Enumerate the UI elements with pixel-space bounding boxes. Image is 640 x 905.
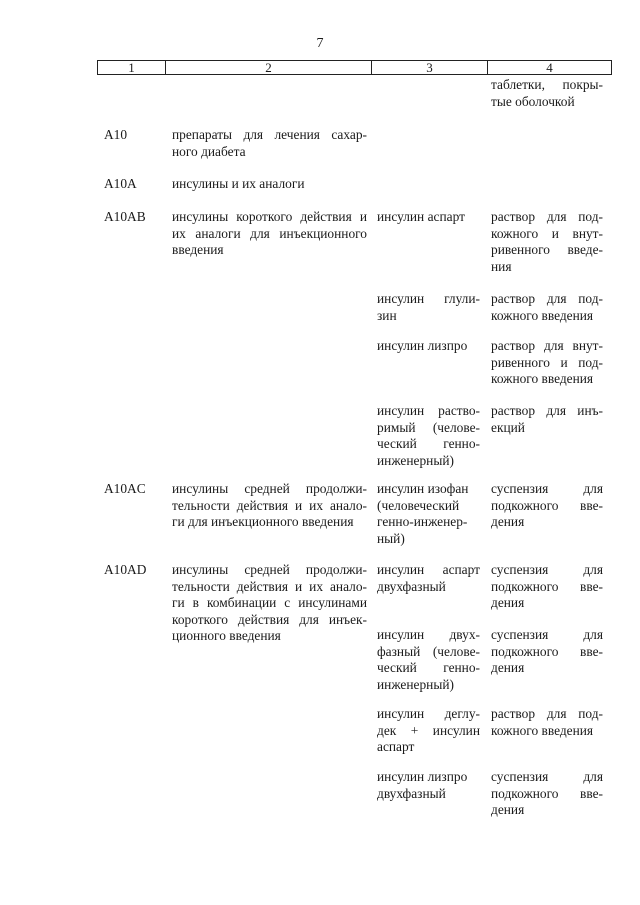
drug-line: инсулин лизпро <box>377 338 468 353</box>
form-line: ния <box>491 258 512 274</box>
column-header-row <box>97 60 612 75</box>
drug-line: генно-инженер- <box>377 514 468 530</box>
atc-code: A10AD <box>104 562 147 577</box>
drug-line: инсулин двух- <box>377 627 480 642</box>
form-line: подкожного вве- <box>491 578 603 594</box>
form-line: раствор для под- <box>491 291 603 306</box>
form-line: кожного и внут- <box>491 225 603 241</box>
desc-line: инсулины средней продолжи- <box>172 562 367 577</box>
form-line: раствор для инъ- <box>491 403 603 418</box>
desc-line: инсулины средней продолжи- <box>172 481 367 496</box>
desc-line: инсулины короткого действия и <box>172 209 367 224</box>
drug-line: инсулин раство- <box>377 403 480 418</box>
form-line: кожного введения <box>491 722 594 738</box>
drug-name <box>377 403 480 469</box>
atc-code: A10AC <box>104 481 146 496</box>
dosage-form <box>491 481 603 531</box>
desc-line: короткого действия для инъек- <box>172 611 367 627</box>
dosage-form <box>491 627 603 677</box>
form-line: подкожного вве- <box>491 497 603 513</box>
form-line: ривенного введе- <box>491 242 603 258</box>
form-line: дения <box>491 660 525 676</box>
form-line: раствор для внут- <box>491 338 603 353</box>
drug-line: аспарт <box>377 739 415 755</box>
group-description <box>172 481 367 531</box>
drug-name <box>377 338 480 355</box>
drug-line: ческий генно- <box>377 660 480 676</box>
desc-line: инсулины и их аналоги <box>172 176 305 191</box>
drug-name <box>377 562 480 595</box>
drug-line: ный) <box>377 530 405 546</box>
form-line: раствор для под- <box>491 209 603 224</box>
drug-line: двухфазный <box>377 785 446 801</box>
dosage-form <box>491 706 603 739</box>
column-header-2: 2 <box>166 61 372 75</box>
desc-line: тельности действия и их анало- <box>172 578 367 594</box>
group-description <box>172 176 367 193</box>
form-line: таблетки, покры- <box>491 77 603 92</box>
form-line: кожного введения <box>491 307 594 323</box>
drug-line: инсулин лизпро <box>377 769 468 784</box>
drug-line: инсулин изофан <box>377 481 469 496</box>
drug-name <box>377 706 480 756</box>
drug-line: дек + инсулин <box>377 722 480 738</box>
column-header-3: 3 <box>372 61 488 75</box>
drug-line: римый (челове- <box>377 419 480 435</box>
desc-line: ционного введения <box>172 628 281 644</box>
desc-line: ного диабета <box>172 143 246 159</box>
column-header-4: 4 <box>488 61 612 75</box>
drug-line: инсулин аспарт <box>377 562 480 577</box>
drug-name <box>377 627 480 693</box>
form-line: суспензия для <box>491 627 603 642</box>
form-line: екций <box>491 419 525 435</box>
drug-name <box>377 769 480 802</box>
drug-line: двухфазный <box>377 578 446 594</box>
drug-line: ческий генно- <box>377 436 480 452</box>
group-description <box>172 562 367 645</box>
desc-line: ги в комбинации с инсулинами <box>172 595 367 611</box>
desc-line: препараты для лечения сахар- <box>172 127 367 142</box>
group-description <box>172 209 367 259</box>
drug-line: инсулин глули- <box>377 291 480 306</box>
desc-line: тельности действия и их анало- <box>172 497 367 513</box>
dosage-form <box>491 403 603 436</box>
drug-name <box>377 291 480 324</box>
page-number: 7 <box>316 36 324 51</box>
form-line: суспензия для <box>491 481 603 496</box>
drug-line: инсулин аспарт <box>377 209 465 224</box>
drug-name <box>377 481 480 547</box>
dosage-form <box>491 209 603 275</box>
form-line: дения <box>491 514 525 530</box>
drug-line: инженерный) <box>377 452 454 468</box>
drug-line: зин <box>377 307 397 323</box>
form-line: раствор для под- <box>491 706 603 721</box>
form-line: подкожного вве- <box>491 643 603 659</box>
drug-line: инженерный) <box>377 676 454 692</box>
desc-line: введения <box>172 242 224 258</box>
form-line: дения <box>491 595 525 611</box>
atc-code: A10AB <box>104 209 146 224</box>
column-header-1: 1 <box>98 61 166 75</box>
desc-line: ги для инъекционного введения <box>172 514 354 530</box>
form-line: кожного введения <box>491 371 594 387</box>
drug-line: (человеческий <box>377 497 460 513</box>
form-line: подкожного вве- <box>491 785 603 801</box>
form-line: суспензия для <box>491 769 603 784</box>
atc-code: A10A <box>104 176 137 191</box>
dosage-form <box>491 562 603 612</box>
dosage-form <box>491 291 603 324</box>
drug-name <box>377 209 480 226</box>
form-line: ривенного и под- <box>491 354 603 370</box>
form-line: дения <box>491 802 525 818</box>
continuation-form <box>491 77 603 110</box>
drug-line: фазный (челове- <box>377 643 480 659</box>
drug-line: инсулин деглу- <box>377 706 480 721</box>
dosage-form <box>491 769 603 819</box>
dosage-form <box>491 338 603 388</box>
form-line: суспензия для <box>491 562 603 577</box>
desc-line: их аналоги для инъекционного <box>172 225 367 241</box>
form-line: тые оболочкой <box>491 93 575 109</box>
group-description <box>172 127 367 160</box>
atc-code: A10 <box>104 127 128 142</box>
